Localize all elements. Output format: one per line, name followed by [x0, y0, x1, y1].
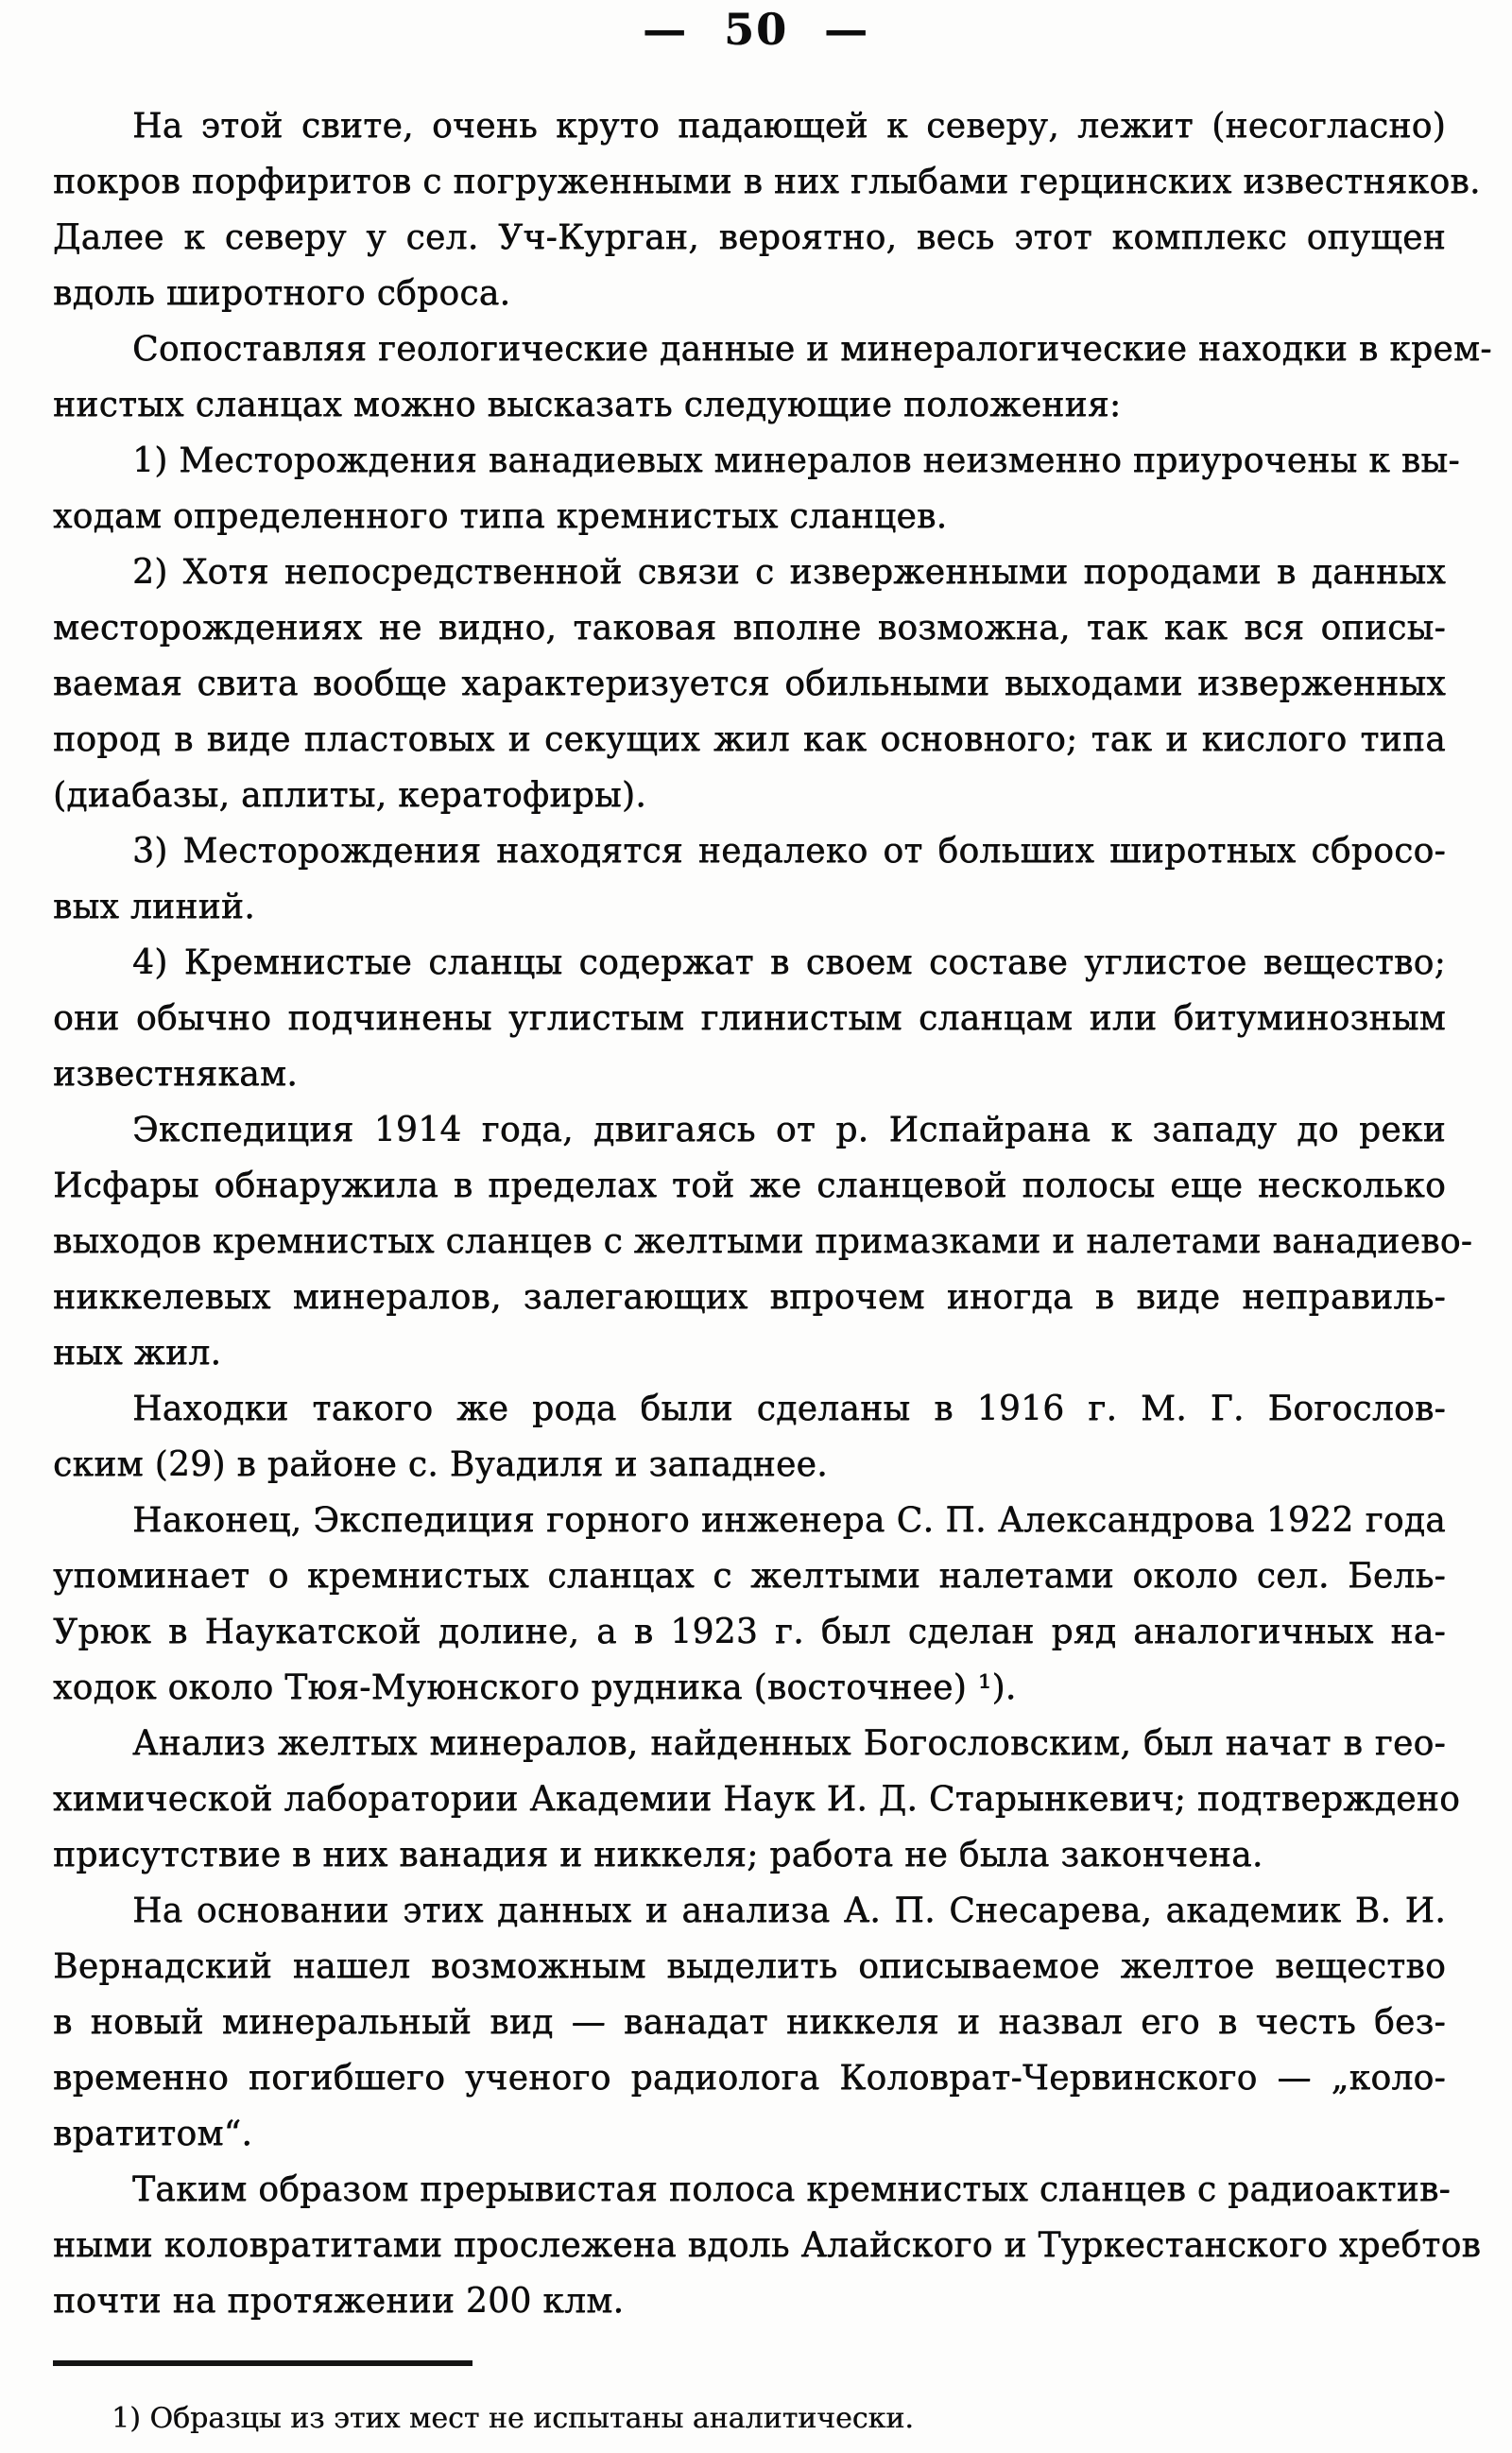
text-block	[53, 98, 1492, 2329]
text-line: ваемая свита вообще характеризуется обильными выходами изверженных	[53, 665, 1446, 703]
text-line: 2) Хотя непосредственной связи с изверженными породами в данных	[132, 553, 1446, 592]
text-line: ных жил.	[53, 1334, 222, 1373]
text-line: они обычно подчинены углистым глинистым сланцам или битуминозным	[53, 999, 1446, 1038]
text-line: Далее к северу у сел. Уч-Курган, вероятно, весь этот комплекс опущен	[53, 218, 1446, 257]
text-line: покров порфиритов с погруженными в них глыбами герцинских известняков.	[53, 163, 1481, 201]
paragraph	[53, 2162, 1482, 2329]
text-line: вых линий.	[53, 888, 255, 926]
text-line: Анализ желтых минералов, найденных Богословским, был начат в гео-	[132, 1724, 1446, 1763]
paragraph	[53, 823, 1446, 935]
paragraph	[53, 1883, 1446, 2162]
text-line: в новый минеральный вид — ванадат никкеля и назвал его в честь без-	[53, 2003, 1446, 2042]
text-line: Урюк в Наукатской долине, а в 1923 г. был сделан ряд аналогичных на-	[53, 1613, 1446, 1651]
text-line: месторождениях не видно, таковая вполне возможна, так как вся описы-	[53, 609, 1446, 648]
text-line: Находки такого же рода были сделаны в 1916 г. М. Г. Богослов-	[132, 1390, 1446, 1428]
text-line: известнякам.	[53, 1055, 298, 1094]
text-line: ским (29) в районе с. Вуадиля и западнее.	[53, 1445, 828, 1484]
paragraph	[53, 544, 1446, 823]
page-number-header: — 50 —	[642, 4, 870, 55]
paragraph	[53, 1102, 1473, 1381]
text-line: 3) Месторождения находятся недалеко от больших широтных сбросо-	[132, 832, 1446, 871]
paragraph	[53, 1381, 1446, 1493]
text-line: химической лаборатории Академии Наук И. Д. Старынкевич; подтверждено	[53, 1780, 1461, 1819]
paragraph	[53, 98, 1481, 321]
text-line: упоминает о кремнистых сланцах с желтыми налетами около сел. Бель-	[53, 1557, 1446, 1596]
paragraph	[53, 433, 1460, 544]
text-line: Вернадский нашел возможным выделить описываемое желтое вещество	[53, 1947, 1446, 1986]
text-line: На основании этих данных и анализа А. П. Снесарева, академик В. И.	[132, 1892, 1446, 1930]
footnote-separator-rule	[53, 2360, 472, 2366]
text-line: 1) Месторождения ванадиевых минералов неизменно приурочены к вы-	[132, 441, 1460, 480]
footnote	[53, 2399, 1446, 2439]
text-line: ными коловратитами прослежена вдоль Алайского и Туркестанского хребтов	[53, 2226, 1482, 2265]
paragraph	[53, 935, 1446, 1102]
text-line: Сопоставляя геологические данные и минералогические находки в крем-	[132, 330, 1492, 369]
text-line: нистых сланцах можно высказать следующие положения:	[53, 386, 1122, 424]
text-line: никкелевых минералов, залегающих впрочем иногда в виде неправиль-	[53, 1278, 1446, 1317]
footnote-text: 1) Образцы из этих мест не испытаны аналитически.	[112, 2402, 914, 2435]
paragraph	[53, 321, 1492, 433]
text-line: (диабазы, аплиты, кератофиры).	[53, 776, 647, 815]
text-line: Таким образом прерывистая полоса кремнистых сланцев с радиоактив-	[132, 2170, 1452, 2209]
text-line: Исфары обнаружила в пределах той же сланцевой полосы еще несколько	[53, 1166, 1446, 1205]
text-line: пород в виде пластовых и секущих жил как основного; так и кислого типа	[53, 720, 1446, 759]
text-line: Экспедиция 1914 года, двигаясь от р. Испайрана к западу до реки	[132, 1111, 1446, 1149]
paragraph	[53, 1716, 1461, 1883]
text-line: почти на протяжении 200 клм.	[53, 2282, 625, 2321]
text-line: временно погибшего ученого радиолога Коловрат-Червинского — „коло-	[53, 2059, 1446, 2098]
text-line: вдоль широтного сброса.	[53, 274, 511, 313]
text-line: вратитом“.	[53, 2115, 253, 2153]
text-line: На этой свите, очень круто падающей к северу, лежит (несогласно)	[132, 107, 1446, 146]
paragraph	[53, 1493, 1446, 1716]
text-line: выходов кремнистых сланцев с желтыми примазками и налетами ванадиево-	[53, 1222, 1473, 1261]
text-line: ходок около Тюя-Муюнского рудника (восточнее) ¹).	[53, 1668, 1017, 1707]
text-line: 4) Кремнистые сланцы содержат в своем составе углистое вещество;	[132, 943, 1446, 982]
text-line: присутствие в них ванадия и никкеля; работа не была закончена.	[53, 1836, 1263, 1874]
text-line: Наконец, Экспедиция горного инженера С. П. Александрова 1922 года	[132, 1501, 1446, 1540]
text-line: ходам определенного типа кремнистых сланцев.	[53, 497, 948, 536]
